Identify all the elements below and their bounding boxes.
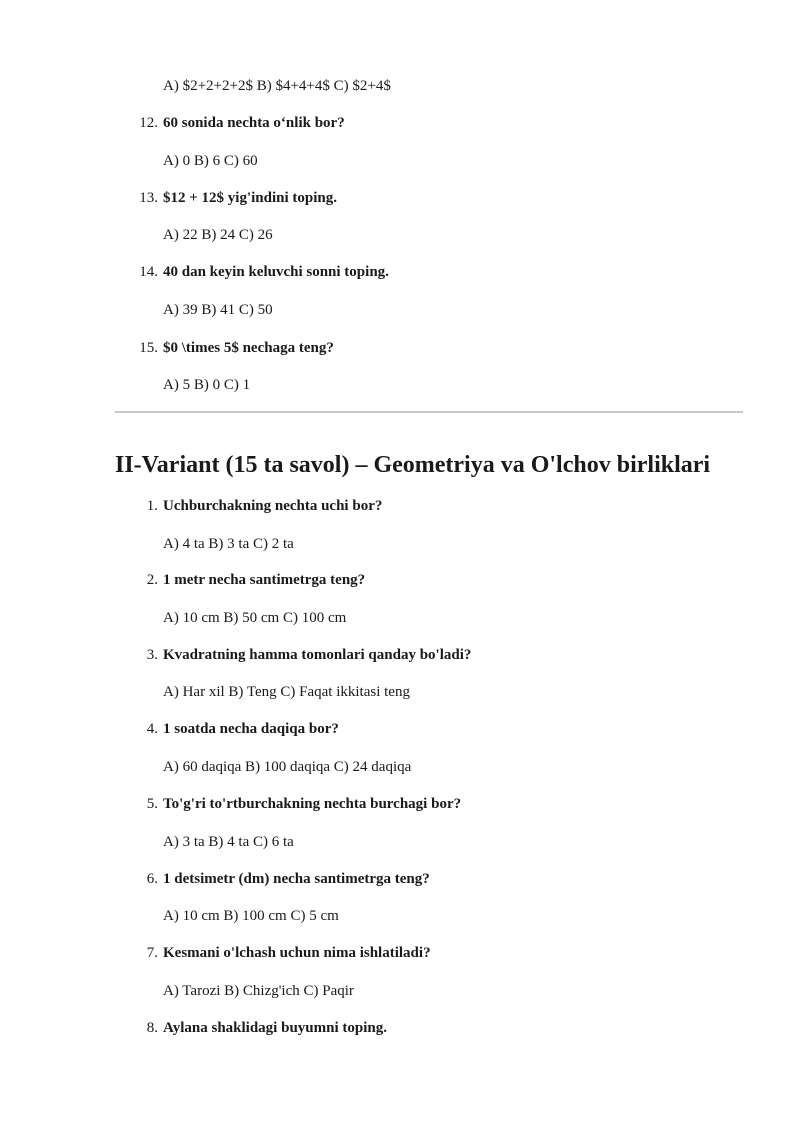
question-number: 5. [146,796,158,812]
question-text: $12 + 12$ yig'indini toping. [163,190,338,206]
question-text: To'g'ri to'rtburchakning nechta burchagi bor? [163,796,462,812]
question-number: 8. [146,1020,158,1036]
answer-options: A) 5 B) 0 C) 1 [163,377,251,393]
answer-options: A) 22 B) 24 C) 26 [163,227,273,243]
answer-options: A) Tarozi B) Chizg'ich C) Paqir [163,983,354,999]
question-number: 7. [146,945,158,961]
section-divider [115,411,743,413]
question-number: 15. [139,340,158,356]
answer-options: A) $2+2+2+2$ B) $4+4+4$ C) $2+4$ [163,78,391,94]
question-number: 4. [146,721,158,737]
section-heading: II-Variant (15 ta savol) – Geometriya va O'lchov birliklari [115,452,711,478]
question-text: Kesmani o'lchash uchun nima ishlatiladi? [163,945,431,961]
question-number: 12. [139,115,158,131]
answer-options: A) 0 B) 6 C) 60 [163,153,258,169]
question-text: 60 sonida nechta o‘nlik bor? [163,115,345,131]
answer-options: A) 10 cm B) 100 cm C) 5 cm [163,908,339,924]
question-number: 14. [139,264,158,280]
question-number: 13. [139,190,158,206]
answer-options: A) 39 B) 41 C) 50 [163,302,273,318]
answer-options: A) 3 ta B) 4 ta C) 6 ta [163,834,294,850]
question-number: 6. [146,871,158,887]
question-text: Uchburchakning nechta uchi bor? [163,498,383,514]
question-text: Kvadratning hamma tomonlari qanday bo'ladi? [163,647,472,663]
answer-options: A) 60 daqiqa B) 100 daqiqa C) 24 daqiqa [163,759,412,775]
question-text: $0 \times 5$ nechaga teng? [163,340,334,356]
answer-options: A) Har xil B) Teng C) Faqat ikkitasi teng [163,684,410,700]
question-text: Aylana shaklidagi buyumni toping. [163,1020,387,1036]
question-text: 40 dan keyin keluvchi sonni toping. [163,264,389,280]
question-text: 1 soatda necha daqiqa bor? [163,721,339,737]
question-number: 3. [146,647,158,663]
answer-options: A) 4 ta B) 3 ta C) 2 ta [163,536,294,552]
question-text: 1 metr necha santimetrga teng? [163,572,366,588]
answer-options: A) 10 cm B) 50 cm C) 100 cm [163,610,347,626]
question-number: 1. [146,498,158,514]
question-number: 2. [146,572,158,588]
question-text: 1 detsimetr (dm) necha santimetrga teng? [163,871,430,887]
